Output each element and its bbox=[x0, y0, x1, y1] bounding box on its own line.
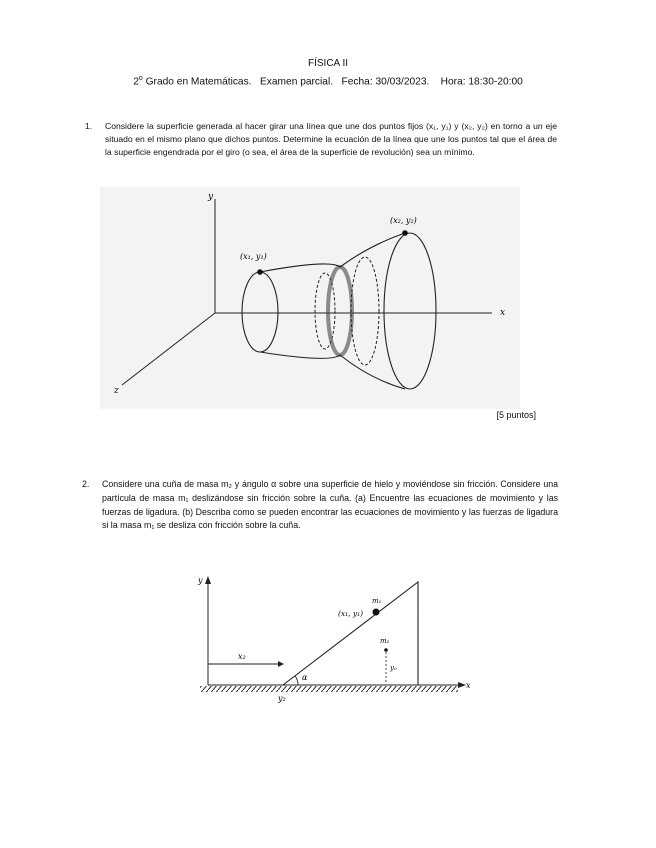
x2-arrow bbox=[278, 661, 284, 667]
exam-title: FÍSICA II bbox=[307, 58, 348, 69]
m2-label: m₂ bbox=[380, 637, 390, 645]
point-1-label: (x₁, y₁) bbox=[240, 252, 267, 261]
point-1 bbox=[257, 269, 263, 275]
ice-surface bbox=[200, 686, 458, 692]
figure-background bbox=[100, 187, 520, 409]
wedge-x-arrow bbox=[458, 682, 466, 688]
problem-2 bbox=[84, 478, 558, 533]
problem-1-number: 1. bbox=[85, 121, 93, 131]
mass-m1 bbox=[373, 609, 380, 616]
subtitle-sup: o bbox=[138, 75, 143, 82]
m1-label: m₁ bbox=[372, 597, 382, 605]
wedge-y-arrow bbox=[205, 576, 211, 584]
problem-2-number: 2. bbox=[82, 479, 90, 489]
alpha-label: α bbox=[302, 673, 308, 682]
problem-1-text: Considere la superficie generada al hacer girar una línea que une dos puntos fijos (x₁, y₁) y (x₂, y₂) en torno a un eje situado en el mismo plano que dichos puntos. Determine la ecuación de la línea que une los puntos tal que el área de la superficie engendrada por el giro (o sea, el área de la superficie de revolución) sea un mínimo. bbox=[105, 121, 557, 158]
z-axis-label: z bbox=[114, 386, 119, 396]
subtitle-rest: Grado en Matemáticas. Examen parcial. Fecha: 30/03/2023. Hora: 18:30-20:00 bbox=[142, 76, 523, 88]
wedge-x-label: x bbox=[466, 681, 471, 690]
problem-1 bbox=[87, 120, 557, 160]
point-2-label: (x₂, y₂) bbox=[390, 216, 417, 225]
x2-label: x₂ bbox=[238, 652, 246, 661]
point-2 bbox=[402, 230, 408, 236]
problem-1-points: [5 puntos] bbox=[496, 410, 536, 420]
wedge-y-label: y bbox=[198, 576, 203, 585]
x-axis-label: x bbox=[500, 308, 506, 318]
mass-m2-center bbox=[384, 648, 388, 652]
exam-subtitle bbox=[0, 75, 656, 87]
alpha-arc bbox=[295, 676, 298, 685]
y0-label: y₀ bbox=[390, 664, 397, 672]
wedge-figure bbox=[178, 570, 478, 710]
surface-figure-svg bbox=[100, 187, 520, 409]
wedge-figure-svg bbox=[178, 570, 478, 710]
y-axis-label: y bbox=[208, 192, 214, 202]
point-x1-y1-label: (x₁, y₁) bbox=[338, 609, 364, 618]
problem-2-text: Considere una cuña de masa m₂ y ángulo α sobre una superficie de hielo y moviéndose sin fricción. Considere una partícula de masa m₁ deslizándose sin fricción sobre la cuña. (a) Encuentre las ecuaciones de movimiento y las fuerzas de ligadura. (b) Describa como se pueden encontrar las ecuaciones de movimiento y las fuerzas de ligadura si la masa m₁ se desliza con fricción sobre la cuña. bbox=[102, 479, 558, 531]
wedge bbox=[283, 582, 418, 685]
y2-label: y₂ bbox=[278, 694, 286, 703]
surface-of-revolution-figure bbox=[100, 187, 520, 409]
subtitle-prefix: 2 bbox=[133, 76, 139, 88]
